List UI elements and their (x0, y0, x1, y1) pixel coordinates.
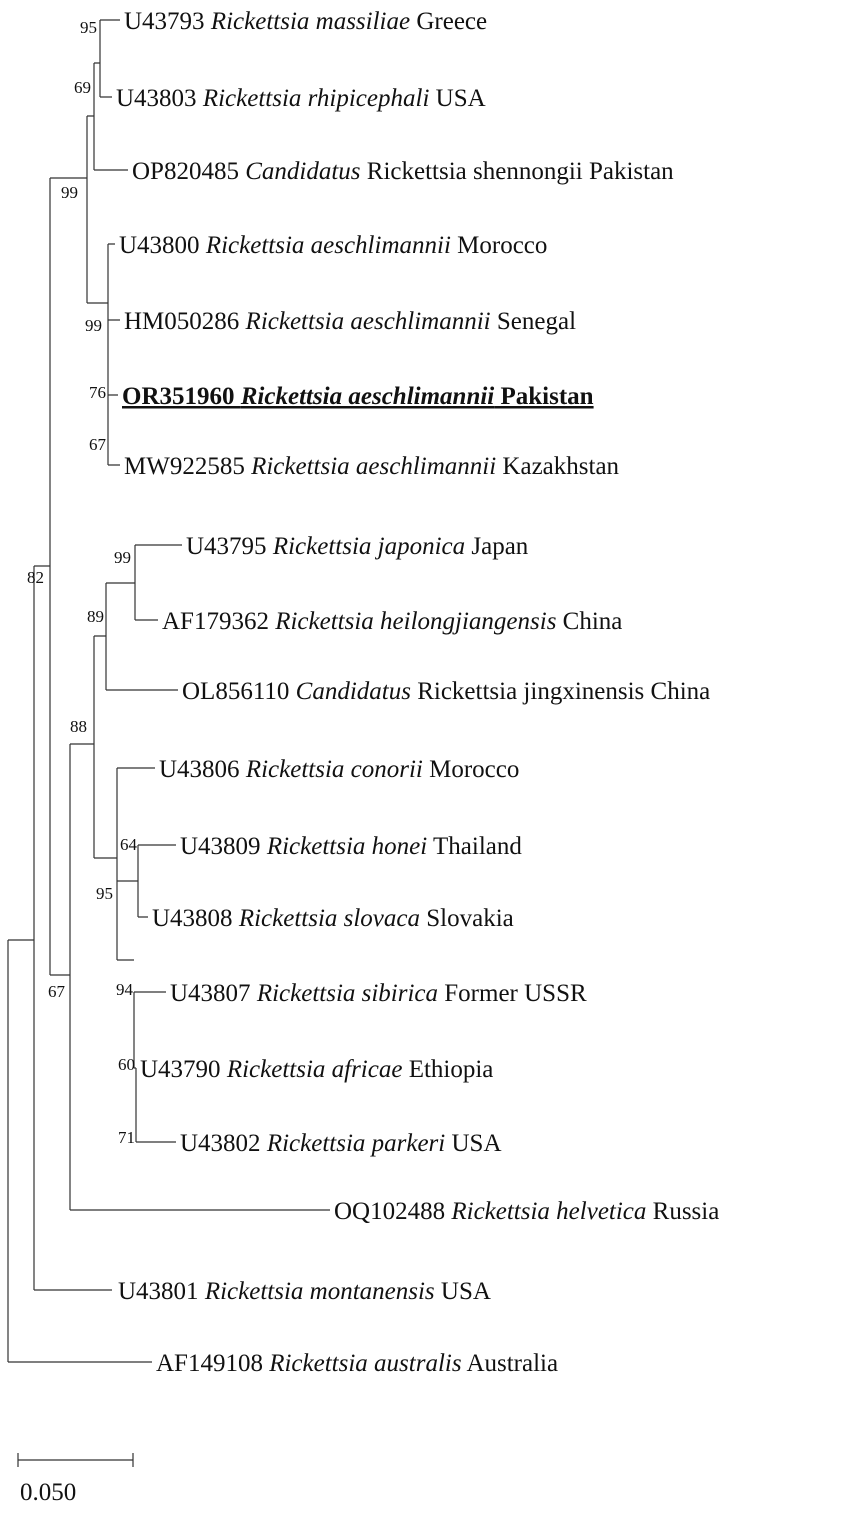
branch (106, 583, 178, 690)
taxon-label: U43807 Rickettsia sibirica Former USSR (170, 980, 587, 1007)
scale-bar-line (18, 1453, 133, 1467)
branch (34, 566, 112, 1290)
branch (94, 63, 128, 170)
scale-bar (18, 1453, 133, 1506)
taxon-label: U43801 Rickettsia montanensis USA (118, 1278, 491, 1305)
taxon-label: U43800 Rickettsia aeschlimannii Morocco (119, 232, 548, 259)
taxon-label: U43808 Rickettsia slovaca Slovakia (152, 905, 514, 932)
branch (117, 768, 155, 881)
bootstrap-value: 71 (118, 1128, 135, 1147)
branch (117, 881, 138, 960)
taxon-label: U43790 Rickettsia africae Ethiopia (140, 1056, 494, 1083)
scale-bar-label: 0.050 (20, 1479, 77, 1506)
bootstrap-value: 67 (89, 435, 106, 454)
taxon-label: OL856110 Candidatus Rickettsia jingxinensis China (182, 678, 711, 705)
taxon-label: U43793 Rickettsia massiliae Greece (124, 8, 488, 35)
bootstrap-value: 64 (120, 835, 137, 854)
taxon-label: U43809 Rickettsia honei Thailand (180, 833, 522, 860)
branch (87, 116, 108, 303)
taxon-label: AF179362 Rickettsia heilongjiangensis China (162, 608, 623, 635)
taxon-label: OP820485 Candidatus Rickettsia shennongii Pakistan (132, 158, 674, 185)
taxon-label: HM050286 Rickettsia aeschlimannii Senegal (124, 308, 577, 335)
taxon-label: U43802 Rickettsia parkeri USA (180, 1130, 502, 1157)
taxon-label: U43803 Rickettsia rhipicephali USA (116, 85, 486, 112)
bootstrap-value: 94 (116, 980, 133, 999)
taxon-label: OQ102488 Rickettsia helvetica Russia (334, 1198, 720, 1225)
bootstrap-value: 60 (118, 1055, 135, 1074)
bootstrap-value: 82 (27, 568, 44, 587)
taxon-label: MW922585 Rickettsia aeschlimannii Kazakhstan (124, 453, 620, 480)
taxon-label: AF149108 Rickettsia australis Australia (156, 1350, 559, 1377)
branch (50, 178, 87, 975)
bootstrap-value: 88 (70, 717, 87, 736)
bootstrap-value: 95 (96, 884, 113, 903)
branch (108, 244, 120, 465)
bootstrap-value: 95 (80, 18, 97, 37)
bootstrap-value: 99 (114, 548, 131, 567)
taxon-label-highlighted: OR351960 Rickettsia aeschlimannii Pakistan (122, 383, 594, 410)
bootstrap-value: 69 (74, 78, 91, 97)
bootstrap-value: 76 (89, 383, 106, 402)
bootstrap-value: 99 (61, 183, 78, 202)
bootstrap-value: 67 (48, 982, 65, 1001)
taxon-label: U43806 Rickettsia conorii Morocco (159, 756, 520, 783)
bootstrap-value: 89 (87, 607, 104, 626)
taxon-label: U43795 Rickettsia japonica Japan (186, 533, 529, 560)
bootstrap-value: 99 (85, 316, 102, 335)
